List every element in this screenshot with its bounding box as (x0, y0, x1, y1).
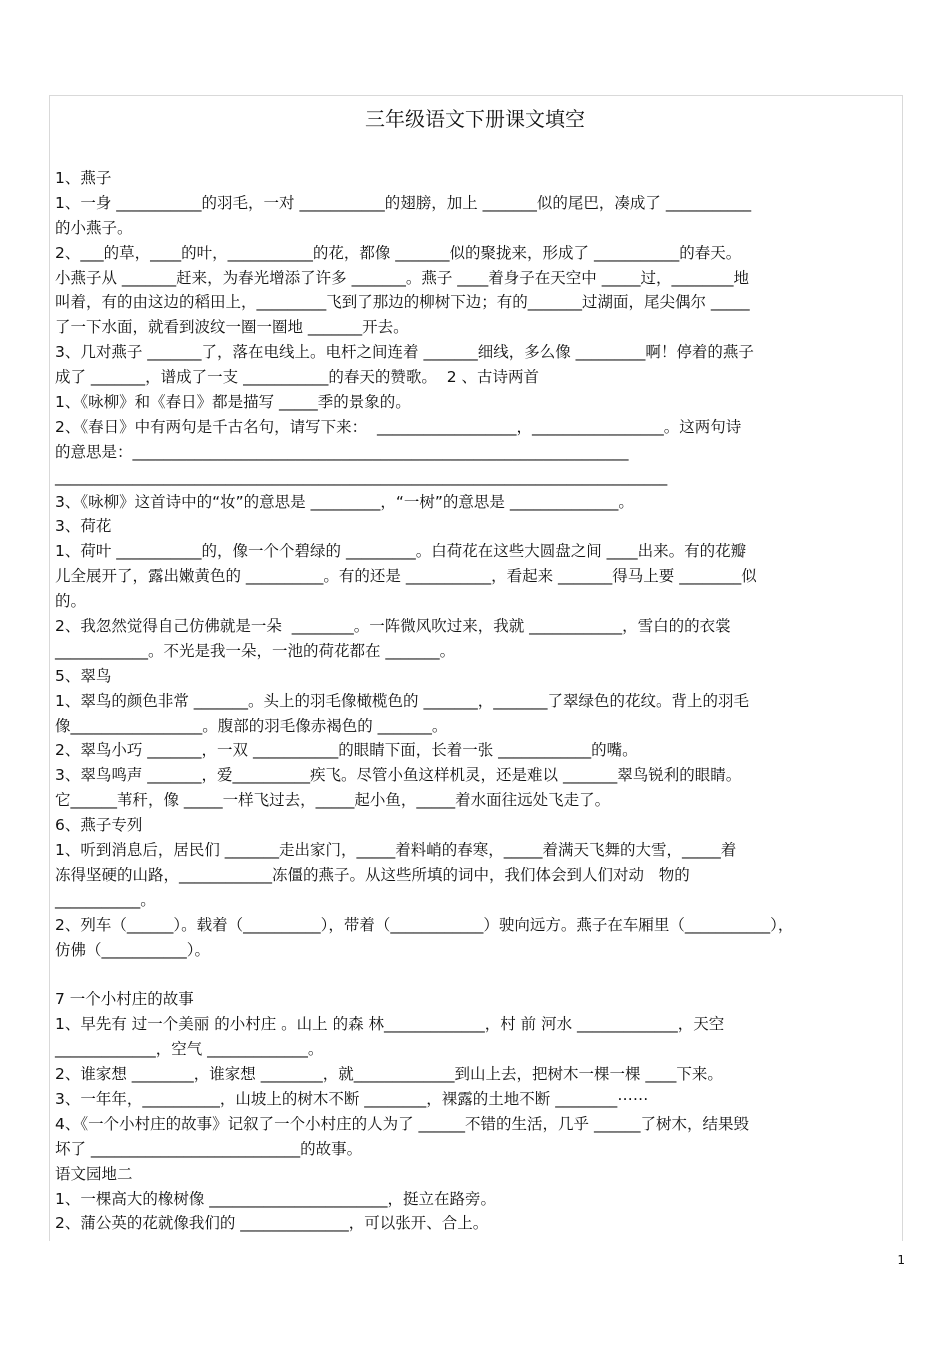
text-line: 小燕子从 _______赶来，为春光增添了许多 _______。燕子 ____着身子在天空中 _____过，________地 (55, 268, 749, 287)
text-line: 1、听到消息后，居民们 _______走出家门，_____着料峭的春寒，_____着满天飞舞的大雪，_____着 (55, 841, 737, 860)
text-line: 2、翠鸟小巧 _______，一双 ___________的眼睛下面，长着一张 ____________的嘴。 (55, 741, 638, 760)
text-line: ____________。不光是我一朵，一池的荷花都在 _______。 (55, 641, 456, 660)
text-line: 1、燕子 (55, 169, 112, 187)
text-line: 它______苇秆，像 _____一样飞过去，_____起小鱼，_____着水面往远处飞走了。 (55, 791, 611, 810)
text-line: 4、《一个小村庄的故事》记叙了一个小村庄的人为了 ______不错的生活，几乎 ______了树木，结果毁 (55, 1114, 749, 1133)
text-line: 7 一个小村庄的故事 (55, 990, 194, 1009)
text-line: 的意思是：________________________________________________________________ (55, 442, 629, 461)
text-line: 3、翠鸟鸣声 _______，爱__________疾飞。尽管小鱼这样机灵，还是难以 _______翠鸟锐利的眼睛。 (55, 766, 742, 785)
text-line: 5、翠鸟 (55, 666, 112, 685)
text-line: 2、列车（______）。载着（__________），带着（____________）驶向远方。燕子在车厢里（___________）， (55, 915, 794, 934)
text-line: 1、荷叶 ___________的，像一个个碧绿的 _________。白荷花在这些大圆盘之间 ____出来。有的花瓣 (55, 542, 747, 561)
text-line: 1、《咏柳》和《春日》都是描写 _____季的景象的。 (55, 393, 411, 412)
text-line: 儿全展开了，露出嫩黄色的 __________。有的还是 ___________，看起来 _______得马上要 ________似 (55, 567, 757, 586)
text-line: 3、《咏柳》这首诗中的“妆”的意思是 _________，“一树”的意思是 ______________。 (55, 492, 634, 511)
text-line: 2、蒲公英的花就像我们的 ______________，可以张开、合上。 (55, 1214, 489, 1233)
text-line: 坏了 ___________________________的故事。 (55, 1139, 363, 1158)
document-body (55, 166, 900, 1236)
text-line: 的小燕子。 (55, 218, 133, 237)
text-line: 2、我忽然觉得自己仿佛就是一朵 ________。一阵微风吹过来，我就 ____________，雪白的的衣裳 (55, 617, 731, 636)
text-line: 语文园地二 (55, 1164, 133, 1183)
text-line: 成了 _______，谱成了一支 ___________的春天的赞歌。 2 、古诗两首 (55, 368, 539, 387)
text-line: ___________。 (55, 890, 156, 909)
text-line (55, 963, 900, 988)
text-line: 1、早先有 过一个美丽 的小村庄 。山上 的森 林_____________，村 前 河水 _____________，天空 (55, 1015, 725, 1034)
text-line: 了一下水面，就看到波纹一圈一圈地 _______开去。 (55, 318, 409, 337)
text-line: 2、___的草，____的叶，___________的花，都像 _______似的聚拢来，形成了 ___________的春天。 (55, 243, 742, 262)
text-line: 1、一棵高大的橡树像 _______________________，挺立在路旁。 (55, 1189, 497, 1208)
text-line: 仿佛（___________）。 (55, 940, 211, 959)
text-line: 2、《春日》中有两句是千古名句，请写下来： __________________，_________________。这两句诗 (55, 417, 742, 436)
text-line: 3、几对燕子 _______了，落在电线上。电杆之间连着 _______细线，多么像 _________啊！停着的燕子 (55, 343, 754, 362)
text-line: 像_________________。腹部的羽毛像赤褐色的 _______。 (55, 716, 448, 735)
document-title: 三年级语文下册课文填空 (365, 107, 585, 131)
text-line: _____________，空气 _____________。 (55, 1040, 324, 1059)
text-line: 3、一年年，__________，山坡上的树木不断 ________，裸露的土地不断 ________⋯⋯ (55, 1089, 649, 1108)
text-line: 1、一身 ___________的羽毛，一对 ___________的翅膀，加上 _______似的尾巴，凑成了 ___________ (55, 193, 752, 212)
text-line: 2、谁家想 ________，谁家想 ________，就_____________到山上去，把树木一棵一棵 ____下来。 (55, 1065, 723, 1084)
text-line: _______________________________________________________________________________ (55, 467, 668, 486)
text-line: 的。 (55, 592, 87, 611)
text-line: 冻得坚硬的山路，____________冻僵的燕子。从这些所填的词中，我们体会到人们对动 物的 (55, 865, 690, 884)
text-line: 6、燕子专列 (55, 816, 143, 835)
text-line: 3、荷花 (55, 517, 112, 536)
text-line: 1、翠鸟的颜色非常 _______。头上的羽毛像橄榄色的 _______，_______了翠绿色的花纹。背上的羽毛 (55, 691, 749, 710)
page-number: 1 (897, 1253, 905, 1267)
text-line: 叫着，有的由这边的稻田上，_________飞到了那边的柳树下边；有的_______过湖面，尾尖偶尔 _____ (55, 293, 750, 312)
